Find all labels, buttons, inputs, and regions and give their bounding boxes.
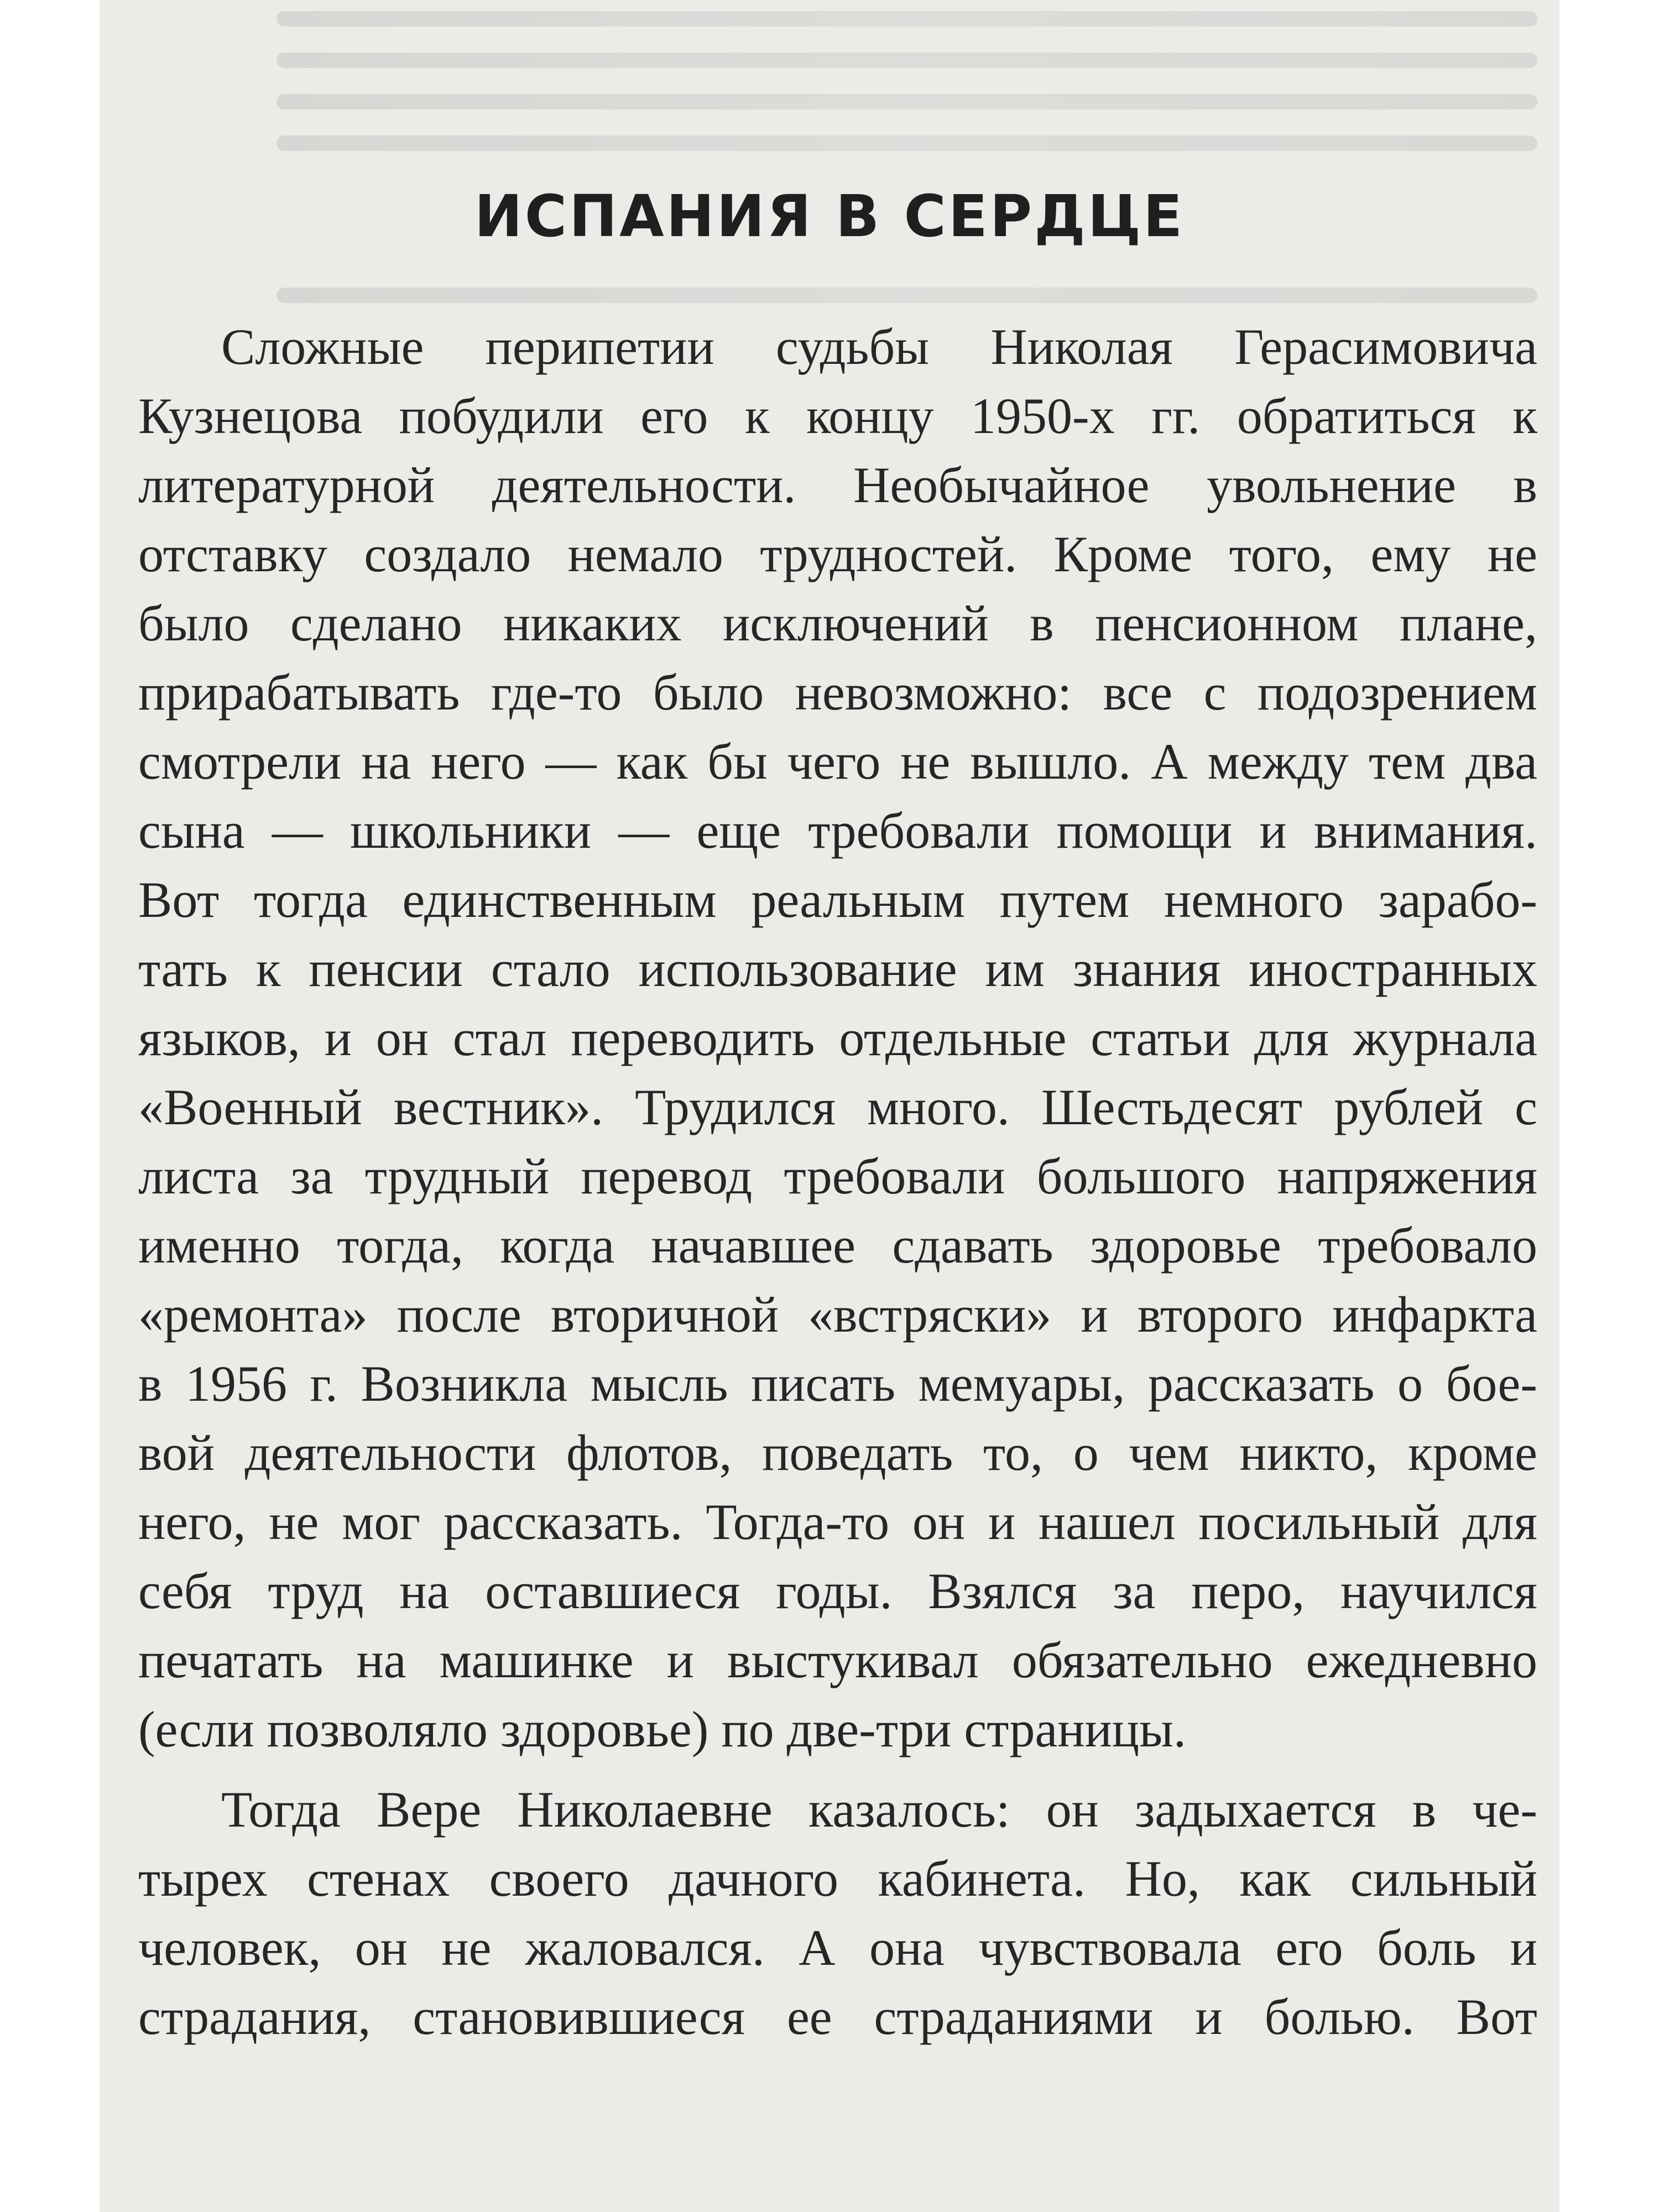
text-line: было сделано никаких исключений в пенсионном плане, (138, 595, 1537, 651)
text-line: листа за трудный перевод требовали большого напряжения (138, 1148, 1537, 1204)
text-line: тырех стенах своего дачного кабинета. Но, как сильный (138, 1850, 1537, 1907)
text-line: сына — школьники — еще требовали помощи и внимания. (138, 802, 1537, 859)
text-line: языков, и он стал переводить отдельные статьи для журнала (138, 1010, 1537, 1066)
paragraph-1 (138, 312, 1537, 1764)
text-line: именно тогда, когда начавшее сдавать здоровье требовало (138, 1217, 1537, 1274)
show-through-line (276, 94, 1537, 109)
text-line: литературной деятельности. Необычайное увольнение в (138, 457, 1537, 513)
text-line: отставку создало немало трудностей. Кроме того, ему не (138, 526, 1537, 582)
text-line: «ремонта» после вторичной «встряски» и второго инфаркта (138, 1286, 1537, 1343)
text-line: Вот тогда единственным реальным путем немного зарабо- (138, 872, 1537, 928)
chapter-title: ИСПАНИЯ В СЕРДЦЕ (474, 182, 1185, 250)
paragraph-2 (138, 1775, 1537, 2052)
text-line: (если позволяло здоровье) по две-три страницы. (138, 1701, 1186, 1757)
show-through-line (276, 11, 1537, 27)
show-through-line (276, 135, 1537, 151)
text-line: него, не мог рассказать. Тогда-то он и нашел посильный для (138, 1494, 1537, 1550)
text-line: человек, он не жаловался. А она чувствовала его боль и (138, 1919, 1537, 1976)
show-through-line (276, 53, 1537, 68)
text-line: себя труд на оставшиеся годы. Взялся за перо, научился (138, 1563, 1537, 1619)
text-line: смотрели на него — как бы чего не вышло. А между тем два (138, 733, 1537, 790)
text-line: тать к пенсии стало использование им знания иностранных (138, 941, 1537, 997)
text-line: «Военный вестник». Трудился много. Шестьдесят рублей с (138, 1079, 1537, 1135)
text-line: вой деятельности флотов, поведать то, о чем никто, кроме (138, 1425, 1537, 1481)
text-line: Тогда Вере Николаевне казалось: он задыхается в че- (221, 1781, 1537, 1838)
text-line: печатать на машинке и выстукивал обязательно ежедневно (138, 1632, 1537, 1688)
text-line: Кузнецова побудили его к концу 1950-х гг. обратиться к (138, 388, 1537, 444)
text-line: в 1956 г. Возникла мысль писать мемуары, рассказать о бое- (138, 1355, 1537, 1412)
text-line: прирабатывать где-то было невозможно: все с подозрением (138, 664, 1537, 721)
text-line: Сложные перипетии судьбы Николая Герасимовича (221, 319, 1537, 375)
text-line: страдания, становившиеся ее страданиями и болью. Вот (138, 1989, 1537, 2045)
show-through-line (276, 288, 1537, 303)
